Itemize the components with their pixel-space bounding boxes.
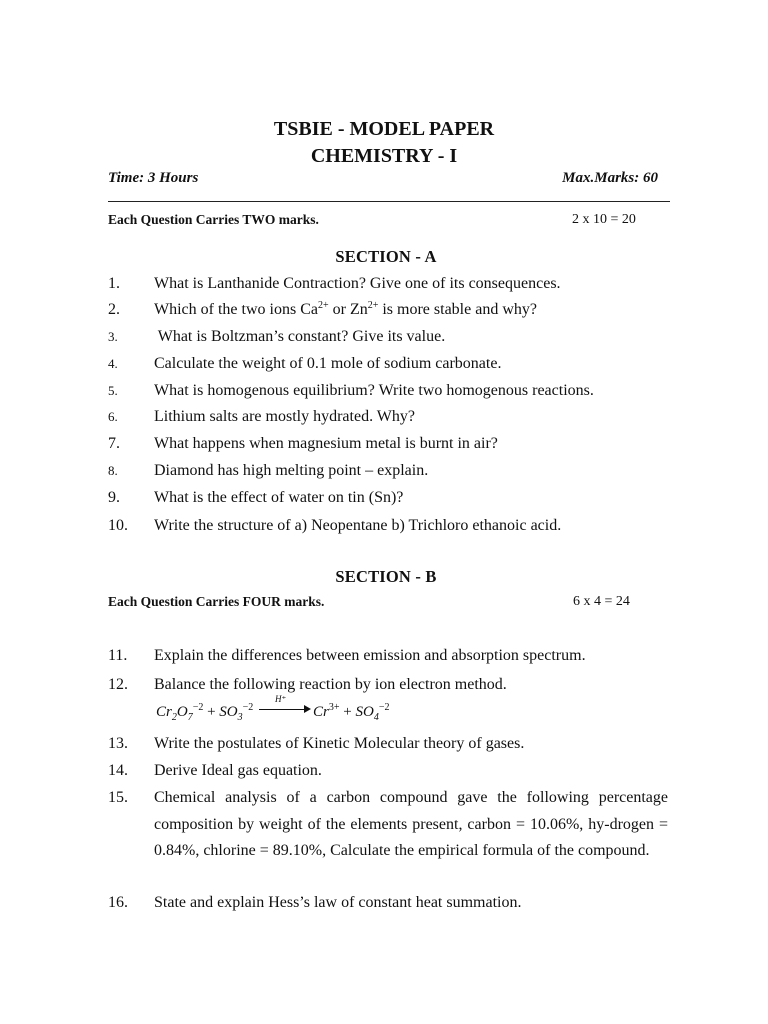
time-marks-line — [108, 170, 658, 187]
subject-title: CHEMISTRY - I — [310, 145, 458, 167]
question-text: Write the postulates of Kinetic Molecular theory of gases. — [154, 735, 525, 752]
question-number: 16. — [108, 894, 128, 911]
question-text: Which of the two ions $Ca^{2+}$ or $Zn^{2+}$ is more stable and why? — [154, 300, 537, 318]
question-number: 3. — [108, 329, 118, 344]
question-text: Diamond has high melting point – explain. — [154, 462, 429, 479]
redox-equation: $Cr_2O_7^{-2} + SO_3^{-2}$ H⁺ $Cr^{3+} + SO_4^{-2}$ — [156, 694, 390, 723]
question-number: 11. — [108, 647, 128, 664]
section-b-instruction: Each Question Carries FOUR marks. — [108, 594, 325, 609]
question-text: State and explain Hess’s law of constant heat summation. — [154, 894, 522, 911]
question-text: What is the effect of water on tin (Sn)? — [154, 489, 404, 506]
question-number: 10. — [108, 517, 128, 534]
question-text: Balance the following reaction by ion electron method. — [154, 676, 507, 693]
question-text: Explain the differences between emission and absorption spectrum. — [154, 647, 586, 664]
time-label: Time: 3 Hours — [108, 170, 199, 186]
question-number: 1. — [108, 275, 120, 292]
section-a-marks: 2 x 10 = 20 — [572, 212, 636, 227]
question-number: 2. — [108, 301, 120, 318]
question-number: 15. — [108, 789, 128, 806]
question-number: 9. — [108, 489, 120, 506]
question-number: 8. — [108, 463, 118, 478]
reaction-arrow-icon: H⁺ — [259, 704, 311, 714]
question-number: 13. — [108, 735, 128, 752]
section-b-heading: SECTION - B — [335, 567, 437, 586]
question-number: 4. — [108, 356, 118, 371]
section-a-instruction: Each Question Carries TWO marks. — [108, 212, 319, 227]
section-a-instruction-line — [108, 212, 658, 228]
max-marks-label: Max.Marks: 60 — [562, 170, 658, 186]
section-b-instruction-line — [108, 594, 658, 610]
question-number: 6. — [108, 409, 118, 424]
question-number: 14. — [108, 762, 128, 779]
section-a-heading: SECTION - A — [335, 247, 437, 266]
question-text: Calculate the weight of 0.1 mole of sodium carbonate. — [154, 355, 502, 372]
paper-title: TSBIE - MODEL PAPER — [273, 118, 495, 140]
question-text: Lithium salts are mostly hydrated. Why? — [154, 408, 415, 425]
question-number: 5. — [108, 383, 118, 398]
question-text: Derive Ideal gas equation. — [154, 762, 322, 779]
question-text: What is Lanthanide Contraction? Give one of its consequences. — [154, 275, 561, 292]
question-text: What is homogenous equilibrium? Write two homogenous reactions. — [154, 382, 594, 399]
question-number: 12. — [108, 676, 128, 693]
header-divider — [108, 201, 670, 202]
question-number: 7. — [108, 435, 120, 452]
section-b-marks: 6 x 4 = 24 — [573, 594, 630, 609]
question-text: What happens when magnesium metal is burnt in air? — [154, 435, 498, 452]
question-text: What is Boltzman’s constant? Give its value. — [154, 328, 446, 345]
question-text: Write the structure of a) Neopentane b) Trichloro ethanoic acid. — [154, 517, 562, 534]
question-text: Chemical analysis of a carbon compound gave the following percentage composition by weight of the elements present, carbon = 10.06%, hy-drogen = 0.84%, chlorine = 89.10%, Calculate the empirical formula of the compound. — [154, 789, 668, 859]
